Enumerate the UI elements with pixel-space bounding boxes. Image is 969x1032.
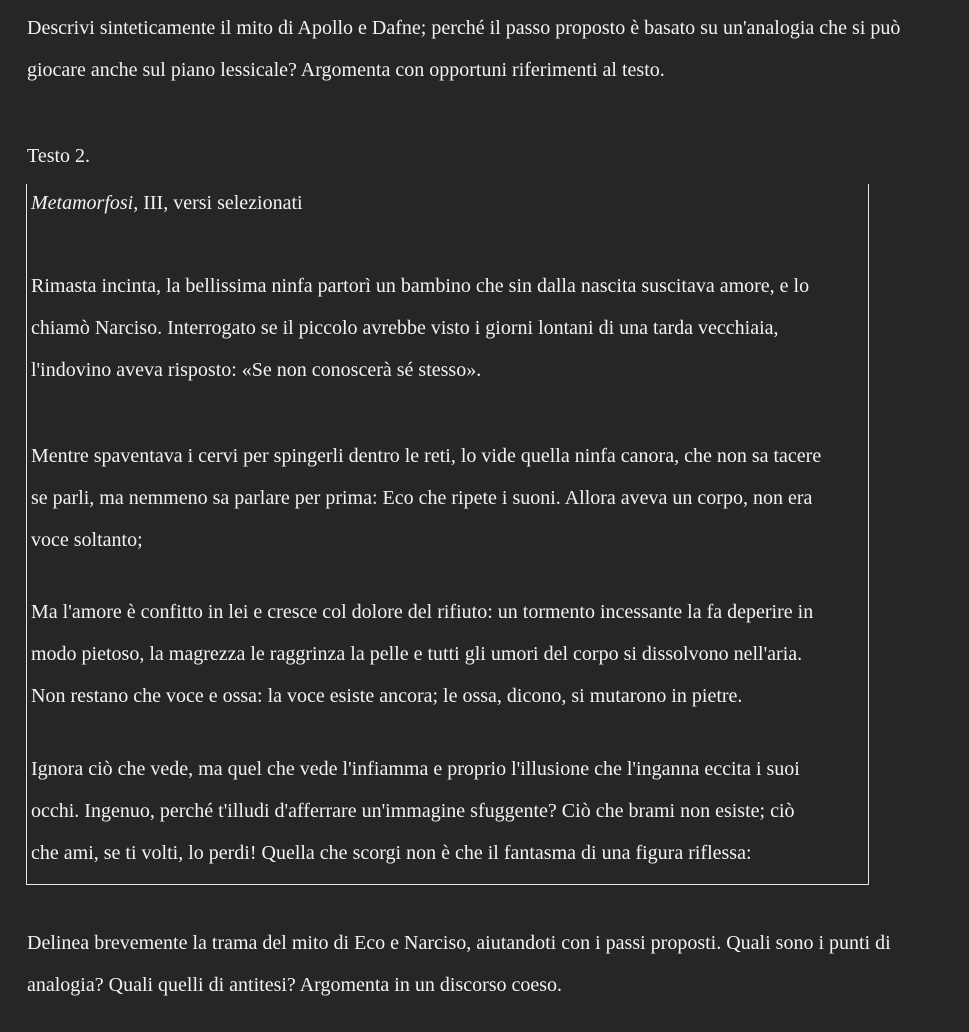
excerpt-line: Ignora ciò che vede, ma quel che vede l'infiamma e proprio l'illusione che l'inganna eccita i suoi: [31, 758, 800, 780]
question-2-line: Delinea brevemente la trama del mito di Eco e Narciso, aiutandoti con i passi proposti. Quali sono i punti di: [27, 932, 891, 954]
question-1-line: Descrivi sinteticamente il mito di Apollo e Dafne; perché il passo proposto è basato su un'analogia che si può: [27, 17, 901, 39]
question-1-line: giocare anche sul piano lessicale? Argomenta con opportuni riferimenti al testo.: [27, 59, 665, 81]
excerpt-source: [31, 182, 303, 224]
question-2: [27, 922, 891, 1006]
excerpt-line: voce soltanto;: [31, 529, 143, 551]
excerpt-line: Ma l'amore è confitto in lei e cresce col dolore del rifiuto: un tormento incessante la fa deperire in: [31, 601, 814, 623]
excerpt-paragraph-love: [31, 591, 813, 717]
excerpt-line: chiamò Narciso. Interrogato se il piccolo avrebbe visto i giorni lontani di una tarda vecchiaia,: [31, 317, 779, 339]
excerpt-work-title: Metamorfosi: [31, 192, 134, 214]
question-2-line: analogia? Quali quelli di antitesi? Argomenta in un discorso coeso.: [27, 974, 563, 996]
excerpt-line: che ami, se ti volti, lo perdi! Quella che scorgi non è che il fantasma di una figura riflessa:: [31, 842, 752, 864]
excerpt-paragraph-echo: [31, 435, 821, 561]
excerpt-line: se parli, ma nemmeno sa parlare per prima: Eco che ripete i suoni. Allora aveva un corpo, non era: [31, 487, 813, 509]
excerpt-paragraph-birth: [31, 265, 809, 391]
excerpt-paragraph-reflection: [31, 748, 800, 874]
excerpt-source-detail: , III, versi selezionati: [133, 192, 303, 214]
excerpt-line: modo pietoso, la magrezza le raggrinza la pelle e tutti gli umori del corpo si dissolvono nell'aria.: [31, 643, 803, 665]
excerpt-line: occhi. Ingenuo, perché t'illudi d'afferrare un'immagine sfuggente? Ciò che brami non esiste; ciò: [31, 800, 795, 822]
excerpt-line: Non restano che voce e ossa: la voce esiste ancora; le ossa, dicono, si mutarono in pietre.: [31, 685, 743, 707]
excerpt-line: Mentre spaventava i cervi per spingerli dentro le reti, lo vide quella ninfa canora, che non sa tacere: [31, 445, 822, 467]
excerpt-line: Rimasta incinta, la bellissima ninfa partorì un bambino che sin dalla nascita suscitava amore, e lo: [31, 275, 810, 297]
excerpt-line: l'indovino aveva risposto: «Se non conoscerà sé stesso».: [31, 359, 482, 381]
text-2-label: Testo 2.: [27, 145, 91, 167]
question-1: [27, 7, 900, 91]
text-2-excerpt-box: [26, 184, 869, 885]
